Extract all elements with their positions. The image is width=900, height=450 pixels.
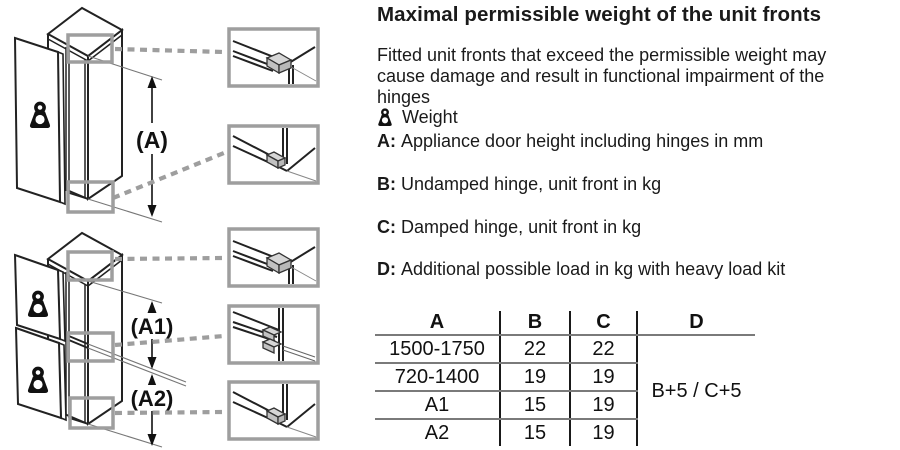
definition-A [377,131,763,152]
dashed-callout-line [115,258,224,259]
cell-height-range: A1 [375,391,500,419]
cell-damped-kg: 19 [570,363,637,391]
definition-text: Undamped hinge, unit front in kg [401,174,662,194]
cell-undamped-kg: 15 [500,419,570,446]
dimension-label-A1: (A1) [130,314,174,339]
cell-damped-kg: 19 [570,391,637,419]
hinge-detail-box-5 [229,382,318,439]
hinge-detail-box-1 [229,29,318,86]
cell-damped-kg: 22 [570,335,637,363]
cell-height-range: 720-1400 [375,363,500,391]
dashed-callout-line [113,153,224,198]
weight-spec-table [375,311,755,446]
column-header-C: C [570,311,637,335]
upper-door-panel [15,255,60,339]
page-title: Maximal permissible weight of the unit fronts [377,3,822,26]
hinge-detail-box-3 [229,229,318,286]
column-header-A: A [375,311,500,335]
definition-key: B: [377,174,396,194]
diagram-double-door-appliance [15,233,224,447]
definition-text: Appliance door height including hinges in mm [401,131,764,151]
dimension-label-A2: (A2) [130,386,174,411]
hinge-detail-box-4 [229,306,318,363]
definition-D [377,259,785,280]
dimension-label-A: (A) [136,127,168,153]
definition-key: D: [377,259,396,279]
cell-undamped-kg: 22 [500,335,570,363]
column-header-D: D [637,311,755,335]
cell-additional-load: B+5 / C+5 [651,379,742,402]
hinge-detail-box-2 [229,126,318,183]
intro-paragraph: Fitted unit fronts that exceed the permissible weight may cause damage and result in functional impairment of the hinges [377,45,827,107]
weight-label: Weight [402,107,458,127]
definition-key: C: [377,217,396,237]
appliance-hinge-diagrams [0,0,370,450]
dashed-callout-line [115,412,224,413]
cell-undamped-kg: 15 [500,391,570,419]
lower-door-panel [16,328,61,418]
definition-key: A: [377,131,396,151]
cell-height-range: 1500-1750 [375,335,500,363]
weight-icon [377,108,393,128]
definition-B [377,174,661,195]
weight-legend [377,107,458,128]
column-header-B: B [500,311,570,335]
definition-C [377,217,641,238]
cell-damped-kg: 19 [570,419,637,446]
table-row [375,335,755,363]
diagram-single-door-appliance [15,8,224,222]
definition-text: Additional possible load in kg with heavy load kit [401,259,786,279]
dashed-callout-line [115,49,224,52]
cell-undamped-kg: 19 [500,363,570,391]
cell-height-range: A2 [375,419,500,446]
definition-text: Damped hinge, unit front in kg [401,217,642,237]
table-header-row [375,311,755,335]
